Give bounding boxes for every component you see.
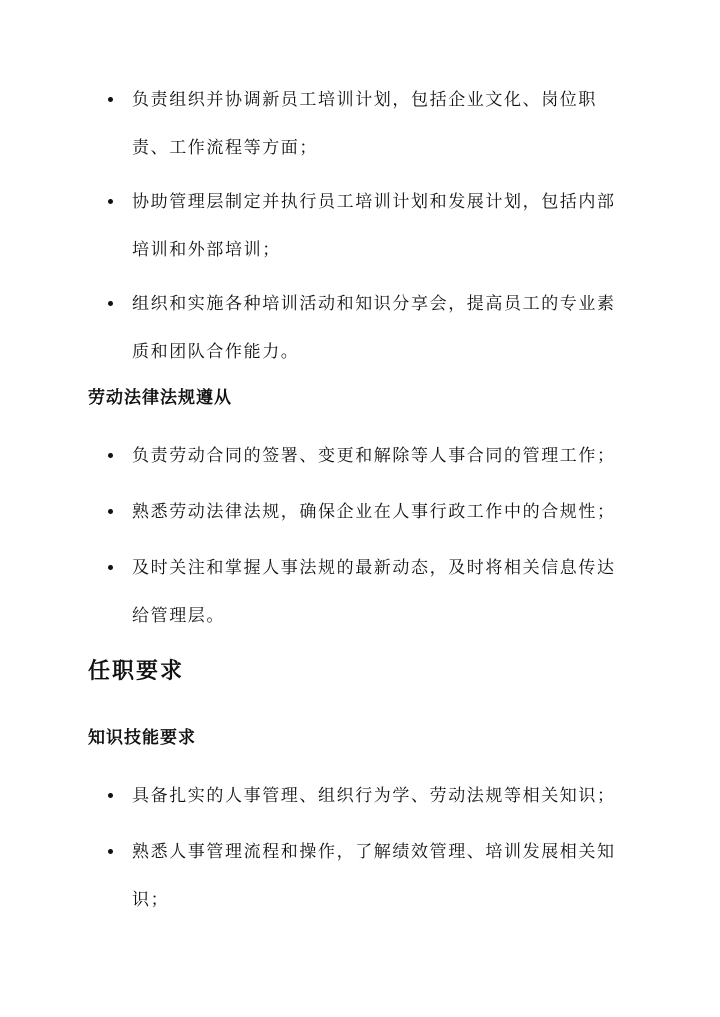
bullet-icon [108, 793, 113, 798]
list-item-text: 负责劳动合同的签署、变更和解除等人事合同的管理工作； [132, 446, 616, 466]
knowledge-list [0, 772, 720, 924]
list-item-text: 负责组织并协调新员工培训计划，包括企业文化、岗位职责、工作流程等方面； [132, 90, 597, 158]
list-item [0, 432, 720, 480]
bullet-icon [108, 301, 113, 306]
list-item [0, 488, 720, 536]
bullet-icon [108, 509, 113, 514]
list-item [0, 828, 720, 924]
list-item [0, 280, 720, 376]
training-list-block [0, 76, 720, 376]
list-item [0, 544, 720, 640]
list-item-text: 熟悉劳动法律法规，确保企业在人事行政工作中的合规性； [132, 502, 616, 522]
list-item-text: 协助管理层制定并执行员工培训计划和发展计划，包括内部培训和外部培训； [132, 192, 616, 260]
section-heading-requirements: 任职要求 [88, 658, 185, 684]
list-item [0, 772, 720, 820]
list-item [0, 178, 720, 274]
bullet-icon [108, 849, 113, 854]
training-list [0, 76, 720, 376]
list-item-text: 及时关注和掌握人事法规的最新动态，及时将相关信息传达给管理层。 [132, 558, 616, 626]
knowledge-list-block [0, 772, 720, 924]
labor-law-list [0, 432, 720, 640]
bullet-icon [108, 97, 113, 102]
bullet-icon [108, 199, 113, 204]
bullet-icon [108, 453, 113, 458]
list-item-text: 熟悉人事管理流程和操作，了解绩效管理、培训发展相关知识； [132, 842, 616, 910]
section-heading-labor-law: 劳动法律法规遵从 [88, 388, 232, 408]
list-item-text: 具备扎实的人事管理、组织行为学、劳动法规等相关知识； [132, 786, 616, 806]
section-heading-knowledge: 知识技能要求 [88, 728, 196, 748]
bullet-icon [108, 565, 113, 570]
list-item-text: 组织和实施各种培训活动和知识分享会，提高员工的专业素质和团队合作能力。 [132, 294, 616, 362]
list-item [0, 76, 720, 172]
labor-law-list-block [0, 432, 720, 640]
